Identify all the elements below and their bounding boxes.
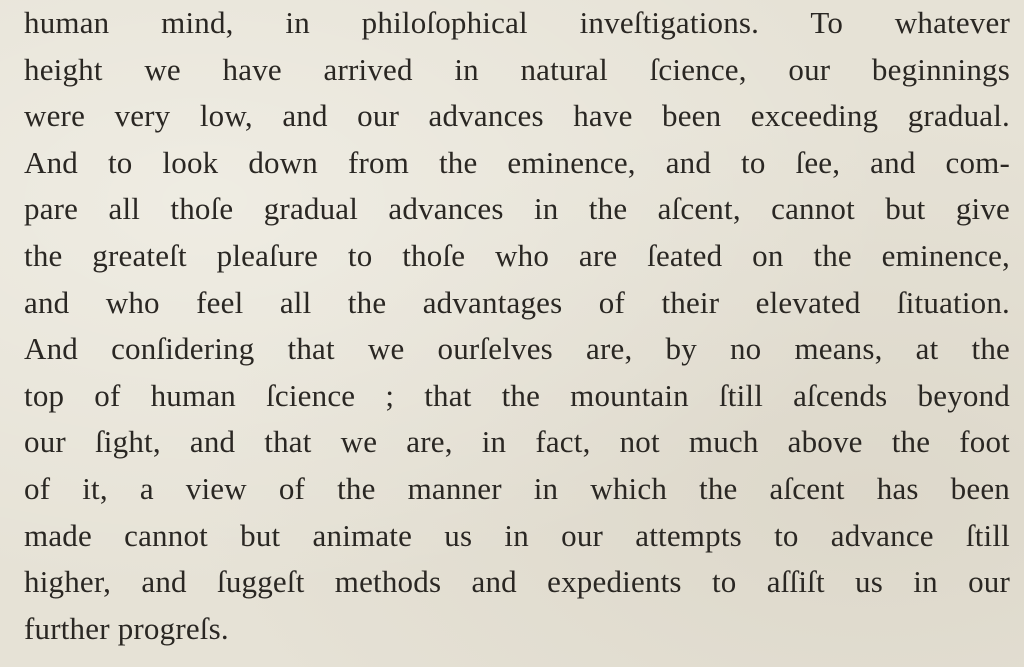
text-line-14: further progreſs. xyxy=(24,610,229,646)
text-line-1: human mind, in philoſophical inveſtigations. To whatever xyxy=(24,5,1010,40)
text-line-5: pare all thoſe gradual advances in the aſcent, cannot but give xyxy=(24,191,1010,227)
text-line-2: height we have arrived in natural ſcience, our beginnings xyxy=(24,51,1010,87)
text-line-8: And conſidering that we ourſelves are, by no means, at the xyxy=(24,331,1010,367)
text-line-9: top of human ſcience ; that the mountain ſtill aſcends beyond xyxy=(24,377,1010,413)
text-line-13: higher, and ſuggeſt methods and expedients to aſſiſt us in our xyxy=(24,564,1010,600)
text-line-7: and who feel all the advantages of their elevated ſituation. xyxy=(24,284,1010,320)
paragraph xyxy=(24,0,1010,652)
text-line-6: the greateſt pleaſure to thoſe who are ſeated on the eminence, xyxy=(24,237,1010,273)
text-line-4: And to look down from the eminence, and to ſee, and com- xyxy=(24,144,1010,180)
text-line-10: our ſight, and that we are, in fact, not much above the foot xyxy=(24,424,1010,460)
text-line-3: were very low, and our advances have been exceeding gradual. xyxy=(24,98,1010,134)
text-line-12: made cannot but animate us in our attempts to advance ſtill xyxy=(24,517,1010,553)
text-line-11: of it, a view of the manner in which the aſcent has been xyxy=(24,470,1010,506)
